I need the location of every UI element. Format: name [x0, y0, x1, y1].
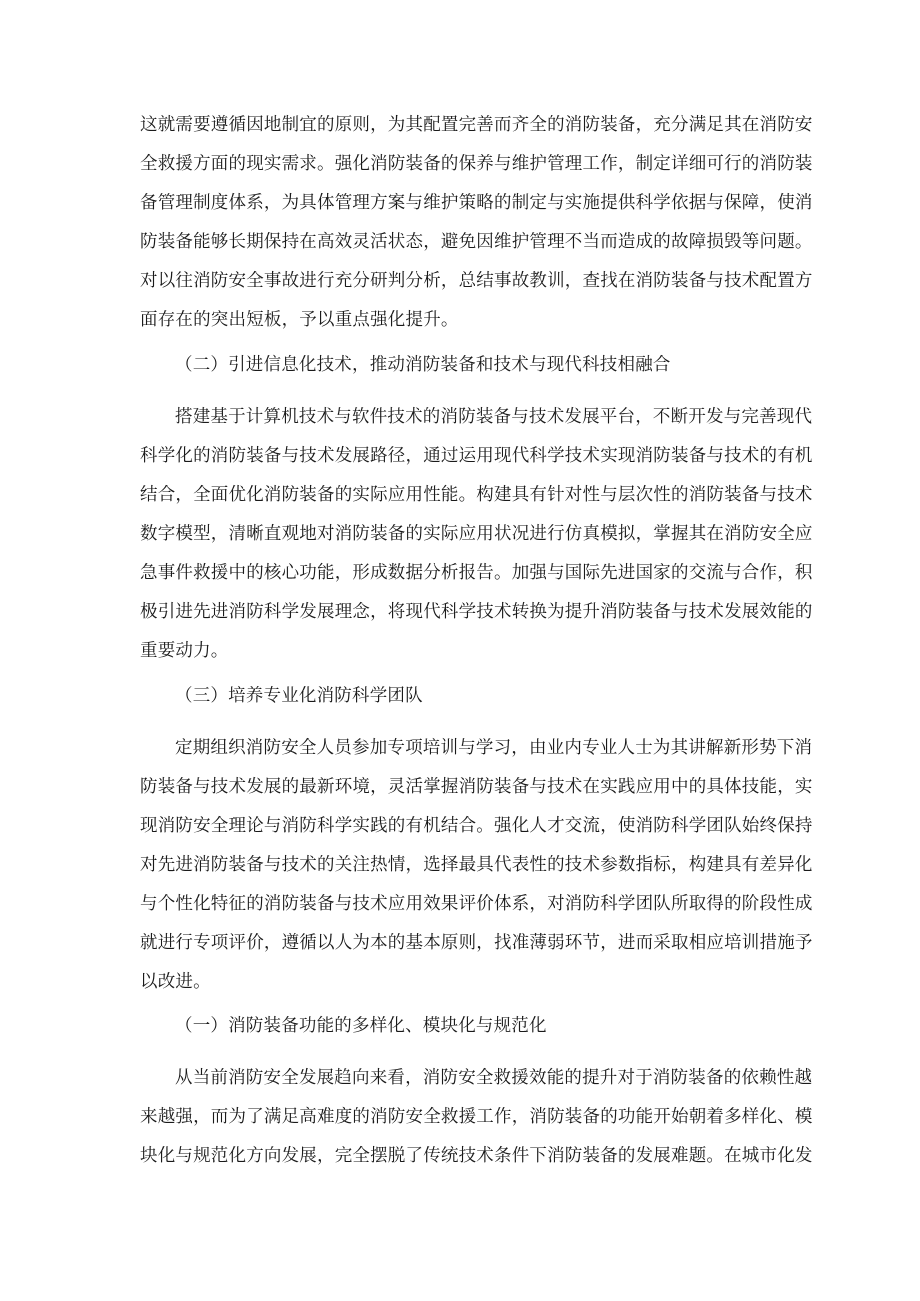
paragraph-3-line-1: 定期组织消防安全人员参加专项培训与学习，由业内专业人士为其讲解新形势下消	[175, 738, 813, 758]
paragraph-2-line-3: 结合，全面优化消防装备的实际应用性能。构建具有针对性与层次性的消防装备与技术	[140, 485, 813, 505]
paragraph-1-line-4: 防装备能够长期保持在高效灵活状态，避免因维护管理不当而造成的故障损毁等问题。	[140, 232, 813, 252]
paragraph-2-line-5: 急事件救援中的核心功能，形成数据分析报告。加强与国际先进国家的交流与合作，积	[140, 563, 813, 583]
paragraph-2-line-1: 搭建基于计算机技术与软件技术的消防装备与技术发展平台，不断开发与完善现代	[175, 407, 813, 427]
paragraph-3-line-6: 就进行专项评价，遵循以人为本的基本原则，找准薄弱环节，进而采取相应培训措施予	[140, 933, 813, 953]
section-heading-2: （二）引进信息化技术，推动消防装备和技术与现代科技相融合	[175, 355, 671, 375]
paragraph-3-line-3: 现消防安全理论与消防科学实践的有机结合。强化人才交流，使消防科学团队始终保持	[140, 816, 813, 836]
section-heading-3: （三）培养专业化消防科学团队	[175, 686, 423, 706]
paragraph-1-line-2: 全救援方面的现实需求。强化消防装备的保养与维护管理工作，制定详细可行的消防装	[140, 154, 813, 174]
paragraph-3-line-5: 与个性化特征的消防装备与技术应用效果评价体系，对消防科学团队所取得的阶段性成	[140, 894, 813, 914]
paragraph-4-line-3: 块化与规范化方向发展，完全摆脱了传统技术条件下消防装备的发展难题。在城市化发	[140, 1146, 813, 1166]
paragraph-1-line-5: 对以往消防安全事故进行充分研判分析，总结事故教训，查找在消防装备与技术配置方	[140, 271, 813, 291]
paragraph-2-line-2: 科学化的消防装备与技术发展路径，通过运用现代科学技术实现消防装备与技术的有机	[140, 446, 813, 466]
paragraph-3-line-7: 以改进。	[140, 972, 211, 992]
paragraph-3-line-2: 防装备与技术发展的最新环境，灵活掌握消防装备与技术在实践应用中的具体技能，实	[140, 777, 813, 797]
paragraph-2-line-4: 数字模型，清晰直观地对消防装备的实际应用状况进行仿真模拟，掌握其在消防安全应	[140, 524, 813, 544]
paragraph-1-line-6: 面存在的突出短板，予以重点强化提升。	[140, 310, 459, 330]
paragraph-1-line-3: 备管理制度体系，为具体管理方案与维护策略的制定与实施提供科学依据与保障，使消	[140, 193, 813, 213]
section-heading-1: （一）消防装备功能的多样化、模块化与规范化	[175, 1016, 547, 1036]
paragraph-4-line-2: 来越强，而为了满足高难度的消防安全救援工作，消防装备的功能开始朝着多样化、模	[140, 1107, 813, 1127]
paragraph-2-line-7: 重要动力。	[140, 641, 229, 661]
paragraph-3-line-4: 对先进消防装备与技术的关注热情，选择最具代表性的技术参数指标，构建具有差异化	[140, 855, 813, 875]
paragraph-2-line-6: 极引进先进消防科学发展理念，将现代科学技术转换为提升消防装备与技术发展效能的	[140, 602, 813, 622]
paragraph-1-line-1: 这就需要遵循因地制宜的原则，为其配置完善而齐全的消防装备，充分满足其在消防安	[140, 115, 813, 135]
paragraph-4-line-1: 从当前消防安全发展趋向来看，消防安全救援效能的提升对于消防装备的依赖性越	[175, 1068, 813, 1088]
